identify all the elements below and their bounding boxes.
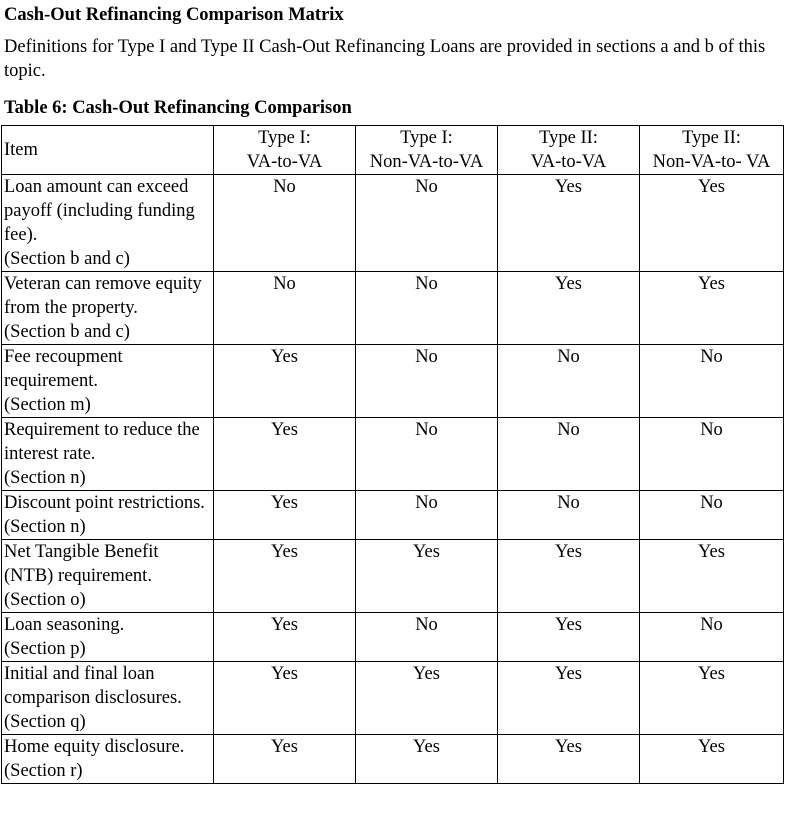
column-header-line2: Non-VA-to- VA	[652, 152, 771, 172]
item-text: Loan seasoning.	[4, 615, 125, 635]
item-cell	[2, 272, 214, 345]
value-cell: Yes	[214, 540, 356, 613]
value-cell: Yes	[356, 735, 498, 784]
value-cell: No	[640, 491, 784, 540]
value-cell: No	[640, 345, 784, 418]
table-header-row	[2, 126, 784, 175]
column-header-line1: Type I:	[258, 128, 311, 148]
column-header-line2: VA-to-VA	[246, 152, 323, 172]
column-header-line1: Type II:	[539, 128, 598, 148]
value-cell: Yes	[498, 175, 640, 272]
item-cell	[2, 175, 214, 272]
column-header-type2-va-to-va	[498, 126, 640, 175]
table-row	[2, 491, 784, 540]
value-cell: No	[498, 491, 640, 540]
item-section: (Section n)	[4, 517, 86, 537]
value-cell: No	[356, 418, 498, 491]
value-cell: Yes	[640, 175, 784, 272]
item-cell	[2, 491, 214, 540]
table-row	[2, 662, 784, 735]
column-header-type1-non-va-to-va	[356, 126, 498, 175]
value-cell: No	[356, 272, 498, 345]
item-section: (Section n)	[4, 468, 86, 488]
value-cell: Yes	[498, 540, 640, 613]
value-cell: No	[356, 613, 498, 662]
value-cell: No	[640, 418, 784, 491]
table-row	[2, 613, 784, 662]
value-cell: No	[214, 175, 356, 272]
column-header-line1: Type I:	[400, 128, 453, 148]
table-row	[2, 175, 784, 272]
value-cell: No	[214, 272, 356, 345]
value-cell: No	[498, 345, 640, 418]
item-text: Fee recoupment requirement.	[4, 347, 123, 391]
item-cell	[2, 662, 214, 735]
value-cell: Yes	[214, 491, 356, 540]
value-cell: Yes	[356, 540, 498, 613]
value-cell: Yes	[214, 735, 356, 784]
intro-paragraph: Definitions for Type I and Type II Cash-Out Refinancing Loans are provided in sections a and b of this topic.	[4, 37, 766, 81]
item-section: (Section p)	[4, 639, 86, 659]
item-cell	[2, 540, 214, 613]
page-heading: Cash-Out Refinancing Comparison Matrix	[4, 5, 344, 25]
table-row	[2, 345, 784, 418]
table-row	[2, 418, 784, 491]
item-text: Net Tangible Benefit (NTB) requirement.	[4, 542, 159, 586]
item-text: Initial and final loan comparison disclosures.	[4, 664, 182, 708]
value-cell: Yes	[214, 613, 356, 662]
value-cell: Yes	[640, 540, 784, 613]
value-cell: Yes	[214, 418, 356, 491]
item-text: Loan amount can exceed payoff (including funding fee).	[4, 177, 195, 245]
item-cell	[2, 613, 214, 662]
column-header-line1: Type II:	[682, 128, 741, 148]
item-section: (Section b and c)	[4, 322, 130, 342]
table-row	[2, 540, 784, 613]
column-header-line2: VA-to-VA	[530, 152, 607, 172]
value-cell: Yes	[640, 272, 784, 345]
value-cell: Yes	[498, 735, 640, 784]
item-section: (Section m)	[4, 395, 91, 415]
item-text: Requirement to reduce the interest rate.	[4, 420, 200, 464]
table-row	[2, 735, 784, 784]
value-cell: No	[356, 345, 498, 418]
value-cell: Yes	[498, 662, 640, 735]
value-cell: Yes	[214, 345, 356, 418]
value-cell: No	[356, 175, 498, 272]
column-header-type1-va-to-va	[214, 126, 356, 175]
item-section: (Section r)	[4, 761, 83, 781]
item-section: (Section q)	[4, 712, 86, 732]
value-cell: Yes	[498, 272, 640, 345]
column-header-line2: Non-VA-to-VA	[369, 152, 484, 172]
comparison-table	[1, 125, 784, 784]
item-cell	[2, 345, 214, 418]
value-cell: Yes	[498, 613, 640, 662]
value-cell: Yes	[640, 662, 784, 735]
value-cell: Yes	[356, 662, 498, 735]
table-row	[2, 272, 784, 345]
value-cell: Yes	[640, 735, 784, 784]
column-header-type2-non-va-to-va	[640, 126, 784, 175]
item-text: Discount point restrictions.	[4, 493, 205, 513]
item-section: (Section o)	[4, 590, 86, 610]
item-section: (Section b and c)	[4, 249, 130, 269]
item-text: Home equity disclosure.	[4, 737, 185, 757]
value-cell: No	[356, 491, 498, 540]
item-cell	[2, 735, 214, 784]
table-caption: Table 6: Cash-Out Refinancing Comparison	[4, 98, 352, 118]
value-cell: No	[498, 418, 640, 491]
item-cell	[2, 418, 214, 491]
item-text: Veteran can remove equity from the property.	[4, 274, 202, 318]
value-cell: No	[640, 613, 784, 662]
column-header-item: Item	[2, 126, 214, 175]
value-cell: Yes	[214, 662, 356, 735]
